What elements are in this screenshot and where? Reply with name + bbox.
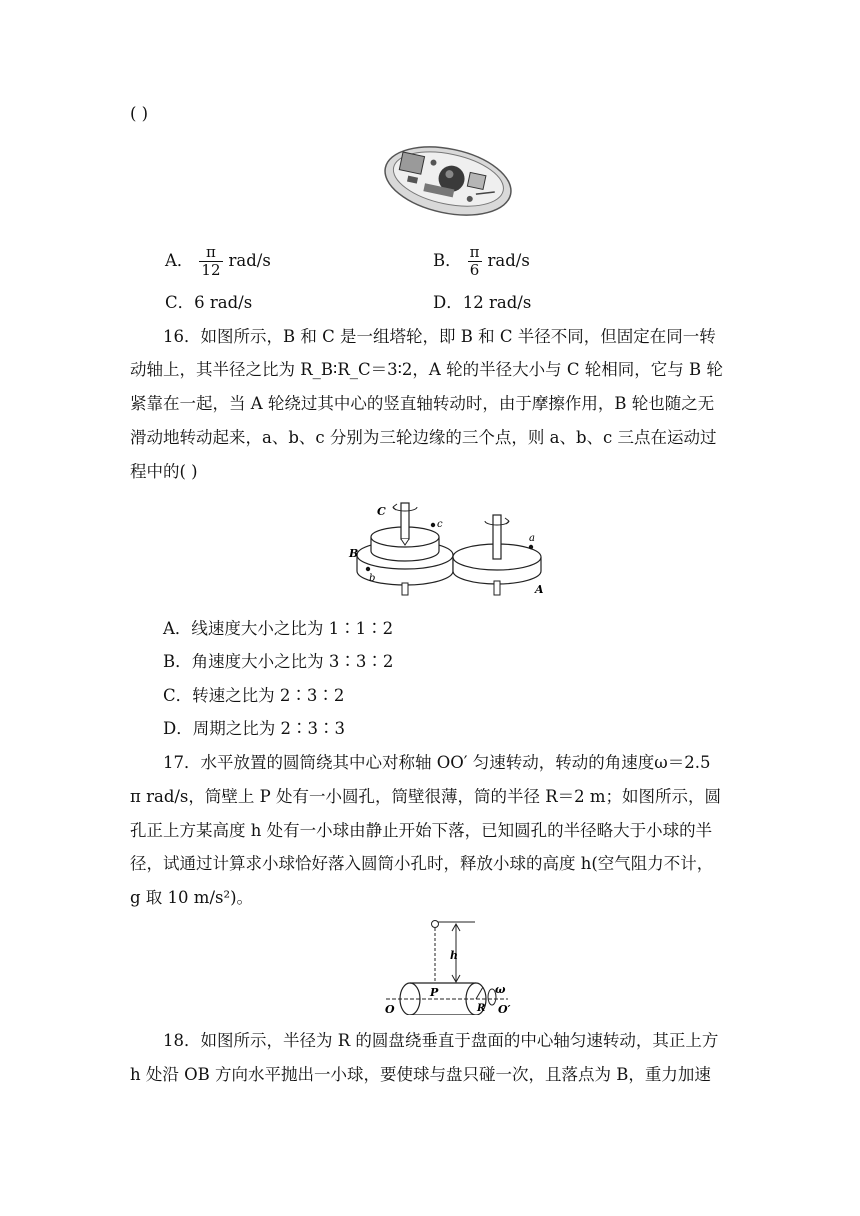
q16-option-d: D．周期之比为 2∶3∶3 bbox=[163, 719, 345, 738]
q16-option-a: A．线速度大小之比为 1∶1∶2 bbox=[163, 619, 394, 638]
label-O-prime: O′ bbox=[498, 1003, 511, 1015]
q16-option-b: B．角速度大小之比为 3∶3∶2 bbox=[163, 652, 394, 671]
q17-line-2: π rad/s，筒壁上 P 处有一小圆孔，筒壁很薄，筒的半径 R＝2 m；如图所示，圆 bbox=[130, 787, 722, 806]
option-c: C．6 rad/s bbox=[165, 293, 253, 312]
q16-line-4: 滑动地转动起来，a、b、c 分别为三轮边缘的三个点，则 a、b、c 三点在运动过 bbox=[130, 428, 717, 447]
q16-line-3: 紧靠在一起，当 A 轮绕过其中心的竖直轴转动时，由于摩擦作用，B 轮也随之无 bbox=[130, 394, 715, 413]
label-a: a bbox=[529, 533, 535, 544]
label-A: A bbox=[535, 583, 544, 596]
label-O: O bbox=[385, 1003, 395, 1015]
q16-line-5: 程中的( ) bbox=[130, 462, 198, 481]
mouse-photo bbox=[378, 138, 518, 224]
q17-line-1: 17．水平放置的圆筒绕其中心对称轴 OO′ 匀速转动，转动的角速度ω＝2.5 bbox=[163, 753, 711, 772]
label-B: B bbox=[349, 547, 359, 560]
fraction: $\frac{\pi}{6}$ bbox=[469, 243, 480, 279]
option-a: A． $\frac{\pi}{12}$ rad/s bbox=[165, 243, 271, 279]
q16-option-c: C．转速之比为 2∶3∶2 bbox=[163, 686, 345, 705]
label-P: P bbox=[430, 986, 439, 999]
label-R: R bbox=[477, 1003, 486, 1014]
q17-line-4: 径，试通过计算求小球恰好落入圆筒小孔时，释放小球的高度 h(空气阻力不计， bbox=[130, 854, 714, 873]
q16-line-2: 动轴上，其半径之比为 R_B∶R_C＝3∶2，A 轮的半径大小与 C 轮相同，它与 B 轮 bbox=[130, 360, 723, 379]
cylinder-figure bbox=[380, 915, 520, 1015]
tower-wheel-figure bbox=[345, 493, 555, 605]
label-omega: ω bbox=[495, 983, 506, 996]
label-b: b bbox=[369, 573, 376, 584]
option-b: B． $\frac{\pi}{6}$ rad/s bbox=[433, 243, 530, 279]
q17-line-3: 孔正上方某高度 h 处有一小球由静止开始下落，已知圆孔的半径略大于小球的半 bbox=[130, 821, 713, 840]
fraction: $\frac{\pi}{12}$ bbox=[201, 243, 221, 279]
label-c: c bbox=[437, 519, 443, 530]
option-d: D．12 rad/s bbox=[433, 293, 532, 312]
q18-line-2: h 处沿 OB 方向水平抛出一小球，要使球与盘只碰一次，且落点为 B，重力加速 bbox=[130, 1065, 711, 1084]
q18-line-1: 18．如图所示，半径为 R 的圆盘绕垂直于盘面的中心轴匀速转动，其正上方 bbox=[163, 1031, 719, 1050]
q17-line-5: g 取 10 m/s²)。 bbox=[130, 888, 254, 907]
label-h: h bbox=[450, 949, 458, 962]
label-C: C bbox=[377, 505, 386, 518]
answer-paren: ( ) bbox=[130, 104, 149, 123]
q16-line-1: 16．如图所示，B 和 C 是一组塔轮，即 B 和 C 半径不同，但固定在同一转 bbox=[163, 327, 716, 346]
